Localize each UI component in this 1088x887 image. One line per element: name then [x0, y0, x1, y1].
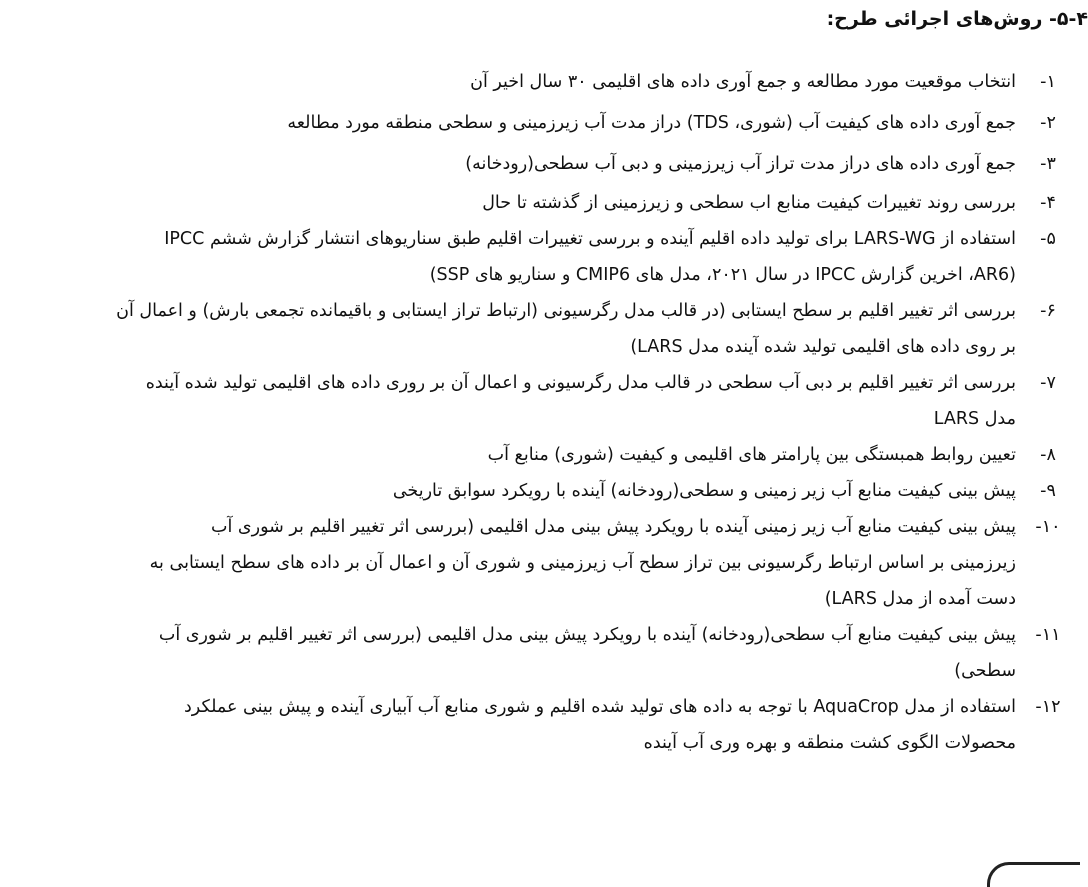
item-text: [0, 617, 1016, 689]
item-number: ۳-: [1040, 154, 1056, 174]
list-item: [0, 185, 1080, 221]
list-item: [0, 62, 1080, 103]
item-number: ۴-: [1040, 193, 1056, 213]
item-line: سطحی): [954, 661, 1016, 681]
list-item: [0, 144, 1080, 185]
item-number: ۱۲-: [1035, 697, 1061, 717]
item-number: ۱۱-: [1035, 625, 1061, 645]
item-number: ۶-: [1040, 301, 1056, 321]
item-text: [0, 689, 1016, 761]
list-item: [0, 437, 1080, 473]
item-line: پیش بینی کیفیت منابع آب زیر زمینی و سطحی(رودخانه) آینده با رویکرد سوابق تاریخی: [392, 481, 1016, 501]
item-line: بررسی اثر تغییر اقلیم بر دبی آب سطحی در قالب مدل رگرسیونی و اعمال آن بر روری داده های اقلیمی تولید شده آینده: [145, 373, 1016, 393]
item-line: بر روی داده های اقلیمی تولید شده آینده مدل LARS): [630, 337, 1016, 357]
numbered-list: [0, 62, 1080, 761]
list-item: [0, 509, 1080, 617]
item-text: [0, 473, 1016, 509]
item-line: پیش بینی کیفیت منابع آب سطحی(رودخانه) آینده با رویکرد پیش بینی مدل اقلیمی (بررسی اثر تغییر اقلیم بر شوری آب: [158, 625, 1016, 645]
item-line: جمع آوری داده های دراز مدت تراز آب زیرزمینی و دبی آب سطحی(رودخانه): [465, 154, 1016, 174]
item-line: پیش بینی کیفیت منابع آب زیر زمینی آینده با رویکرد پیش بینی مدل اقلیمی (بررسی اثر تغییر اقلیم بر شوری آب: [211, 517, 1016, 537]
item-number: ۱۰-: [1035, 517, 1061, 537]
item-number: ۸-: [1040, 445, 1056, 465]
list-item: [0, 689, 1080, 761]
list-item: [0, 103, 1080, 144]
item-number: ۲-: [1040, 113, 1056, 133]
list-item: [0, 473, 1080, 509]
corner-decoration: [987, 862, 1080, 887]
item-text: [0, 62, 1016, 103]
item-text: [0, 509, 1016, 617]
item-text: [0, 144, 1016, 185]
item-number: ۷-: [1040, 373, 1056, 393]
item-line: مدل LARS: [933, 409, 1016, 429]
list-item: [0, 221, 1080, 293]
item-line: تعیین روابط همبستگی بین پارامتر های اقلیمی و کیفیت (شوری) منابع آب: [487, 445, 1016, 465]
item-text: [0, 437, 1016, 473]
item-line: بررسی اثر تغییر اقلیم بر سطح ایستابی (در قالب مدل رگرسیونی (ارتباط تراز ایستابی و باقیمانده تجمعی بارش) و اعمال آن: [116, 301, 1016, 321]
item-text: [0, 185, 1016, 221]
item-line: استفاده از LARS-WG برای تولید داده اقلیم آینده و بررسی تغییرات اقلیم طبق سناریوهای انتشار گزارش ششم IPCC: [164, 229, 1016, 249]
item-text: [0, 365, 1016, 437]
list-item: [0, 365, 1080, 437]
item-line: بررسی روند تغییرات کیفیت منابع اب سطحی و زیرزمینی از گذشته تا حال: [482, 193, 1016, 213]
item-text: [0, 103, 1016, 144]
item-number: ۱-: [1040, 72, 1056, 92]
item-text: [0, 221, 1016, 293]
item-line: (AR6، اخرین گزارش IPCC در سال ۲۰۲۱، مدل های CMIP6 و سناریو های SSP): [429, 265, 1016, 285]
item-line: انتخاب موقعیت مورد مطالعه و جمع آوری داده های اقلیمی ۳۰ سال اخیر آن: [470, 72, 1016, 92]
item-text: [0, 293, 1016, 365]
item-line: استفاده از مدل AquaCrop با توجه به داده های تولید شده اقلیم و شوری منابع آب آبیاری آینده و پیش بینی عملکرد: [184, 697, 1016, 717]
list-item: [0, 293, 1080, 365]
item-line: محصولات الگوی کشت منطقه و بهره وری آب آینده: [643, 733, 1016, 753]
section-heading: ۵-۴- روش‌های اجرائی طرح:: [826, 8, 1088, 30]
item-number: ۵-: [1040, 229, 1056, 249]
item-line: جمع آوری داده های کیفیت آب (شوری، TDS) دراز مدت آب زیرزمینی و سطحی منطقه مورد مطالعه: [287, 113, 1016, 133]
item-line: دست آمده از مدل LARS): [824, 589, 1016, 609]
item-line: زیرزمینی بر اساس ارتباط رگرسیونی بین تراز سطح آب زیرزمینی و شوری آن و اعمال آن بر داده های سطح ایستابی به: [149, 553, 1016, 573]
item-number: ۹-: [1040, 481, 1056, 501]
list-item: [0, 617, 1080, 689]
